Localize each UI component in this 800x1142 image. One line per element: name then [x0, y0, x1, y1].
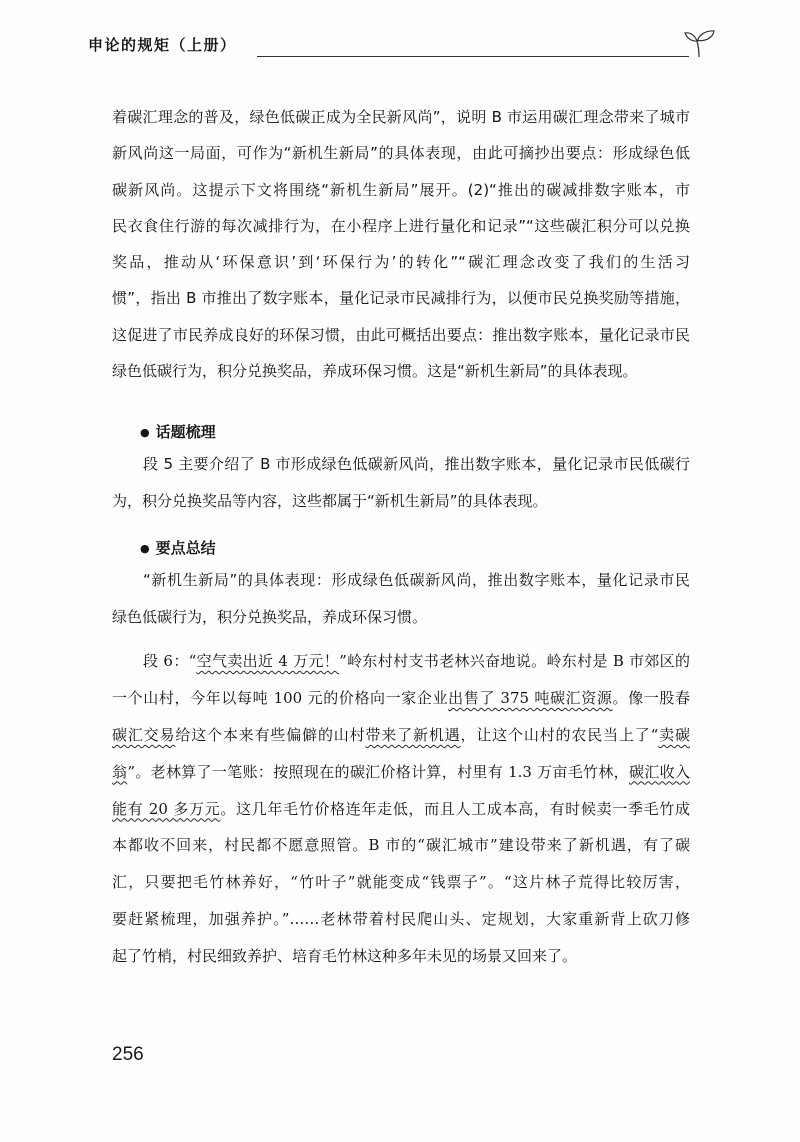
key-points-title: 要点总结 [155, 539, 216, 557]
underlined-phrase: 翁 [112, 762, 128, 781]
analysis-line: 奖品，推动从‘环保意识’到‘环保行为’的转化”“碳汇理念改变了我们的生活习 [112, 253, 690, 272]
text-segment: 一个山村，今年以每吨 100 元的价格向一家企业 [112, 688, 449, 707]
passage-6 [112, 643, 690, 975]
running-title: 申论的规矩（上册） [88, 36, 237, 54]
text-segment: ”岭东村村支书老林兴奋地说。岭东村是 B 市郊区的 [339, 652, 690, 670]
underlined-phrase: 出售了 375 吨碳汇资源 [448, 688, 613, 707]
analysis-line: 民衣食住行游的每次减排行为，在小程序上进行量化和记录”“这些碳汇积分可以兑换 [112, 216, 690, 235]
text-segment: 汇，只要把毛竹林养好，“竹叶子”就能变成“钱票子”。“这片林子荒得比较厉害， [112, 873, 690, 892]
analysis-line: 惯”，指出 B 市推出了数字账本，量化记录市民减排行为，以便市民兑换奖励等措施， [112, 289, 690, 308]
bullet-icon: ● [140, 426, 150, 439]
underlined-phrase: 碳汇交易 [112, 725, 176, 744]
passage-line [112, 938, 690, 975]
underlined-phrase: 空气卖出近 4 万元！ [196, 652, 340, 670]
passage-line [112, 680, 690, 717]
topic-review-line: 段 5 主要介绍了 B 市形成绿色低碳新风尚，推出数字账本，量化记录市民低碳行 [143, 455, 690, 473]
passage-line [112, 643, 690, 680]
underlined-phrase: 带来了新机遇 [365, 725, 461, 744]
key-points-paragraph [112, 562, 690, 636]
text-segment: 起了竹梢，村民细致养护、培育毛竹林这种多年未见的场景又回来了。 [112, 947, 578, 966]
sprout-icon [680, 27, 720, 59]
topic-review-line: 为，积分兑换奖品等内容，这些都属于“新机生新局”的具体表现。 [112, 492, 548, 510]
passage-line [112, 791, 690, 828]
analysis-line: 着碳汇理念的普及，绿色低碳正成为全民新风尚”，说明 B 市运用碳汇理念带来了城市 [112, 108, 690, 126]
underlined-phrase: 能有 20 多万元 [112, 799, 221, 818]
page-number: 256 [112, 1044, 144, 1065]
key-points-line: “新机生新局”的具体表现：形成绿色低碳新风尚，推出数字账本，量化记录市民 [143, 571, 690, 589]
text-segment: 。这几年毛竹价格连年走低，而且人工成本高，有时候卖一季毛竹成 [220, 799, 690, 818]
analysis-line: 碳新风尚。这提示下文将围绕“新机生新局”展开。(2)“推出的碳减排数字账本，市 [112, 180, 690, 199]
text-segment: 本都收不回来，村民都不愿意照管。B 市的“碳汇城市”建设带来了新机遇，有了碳 [112, 836, 690, 855]
topic-review-heading [140, 414, 216, 450]
text-segment: 段 6：“ [143, 652, 197, 670]
text-segment: ”。老林算了一笔账：按照现在的碳汇价格计算，村里有 1.3 万亩毛竹林， [127, 762, 629, 781]
text-segment: ，让这个山村的农民当上了“ [460, 725, 659, 744]
header-rule [257, 56, 689, 57]
analysis-line: 绿色低碳行为，积分兑换奖品，养成环保习惯。这是“新机生新局”的具体表现。 [112, 362, 638, 381]
text-segment: 。像一股春 [612, 688, 690, 707]
underlined-phrase: 碳汇收入 [629, 762, 690, 781]
key-points-heading [140, 530, 216, 566]
topic-review-title: 话题梳理 [155, 423, 216, 441]
underlined-phrase: 卖碳 [658, 725, 690, 744]
passage-line [112, 754, 690, 791]
passage-line [112, 827, 690, 864]
analysis-line: 这促进了市民养成良好的环保习惯，由此可概括出要点：推出数字账本，量化记录市民 [112, 325, 690, 344]
analysis-line: 新风尚这一局面，可作为“新机生新局”的具体表现，由此可摘抄出要点：形成绿色低 [112, 144, 690, 163]
text-segment: 给这个本来有些偏僻的山村 [175, 725, 366, 744]
key-points-line: 绿色低碳行为，积分兑换奖品，养成环保习惯。 [112, 608, 428, 626]
passage-line [112, 864, 690, 901]
passage-line [112, 717, 690, 754]
passage-line [112, 901, 690, 938]
bullet-icon: ● [140, 542, 150, 555]
topic-review-paragraph [112, 446, 690, 520]
analysis-paragraph [112, 99, 690, 389]
text-segment: 要赶紧梳理，加强养护。”……老林带着村民爬山头、定规划，大家重新背上砍刀修 [112, 910, 690, 929]
